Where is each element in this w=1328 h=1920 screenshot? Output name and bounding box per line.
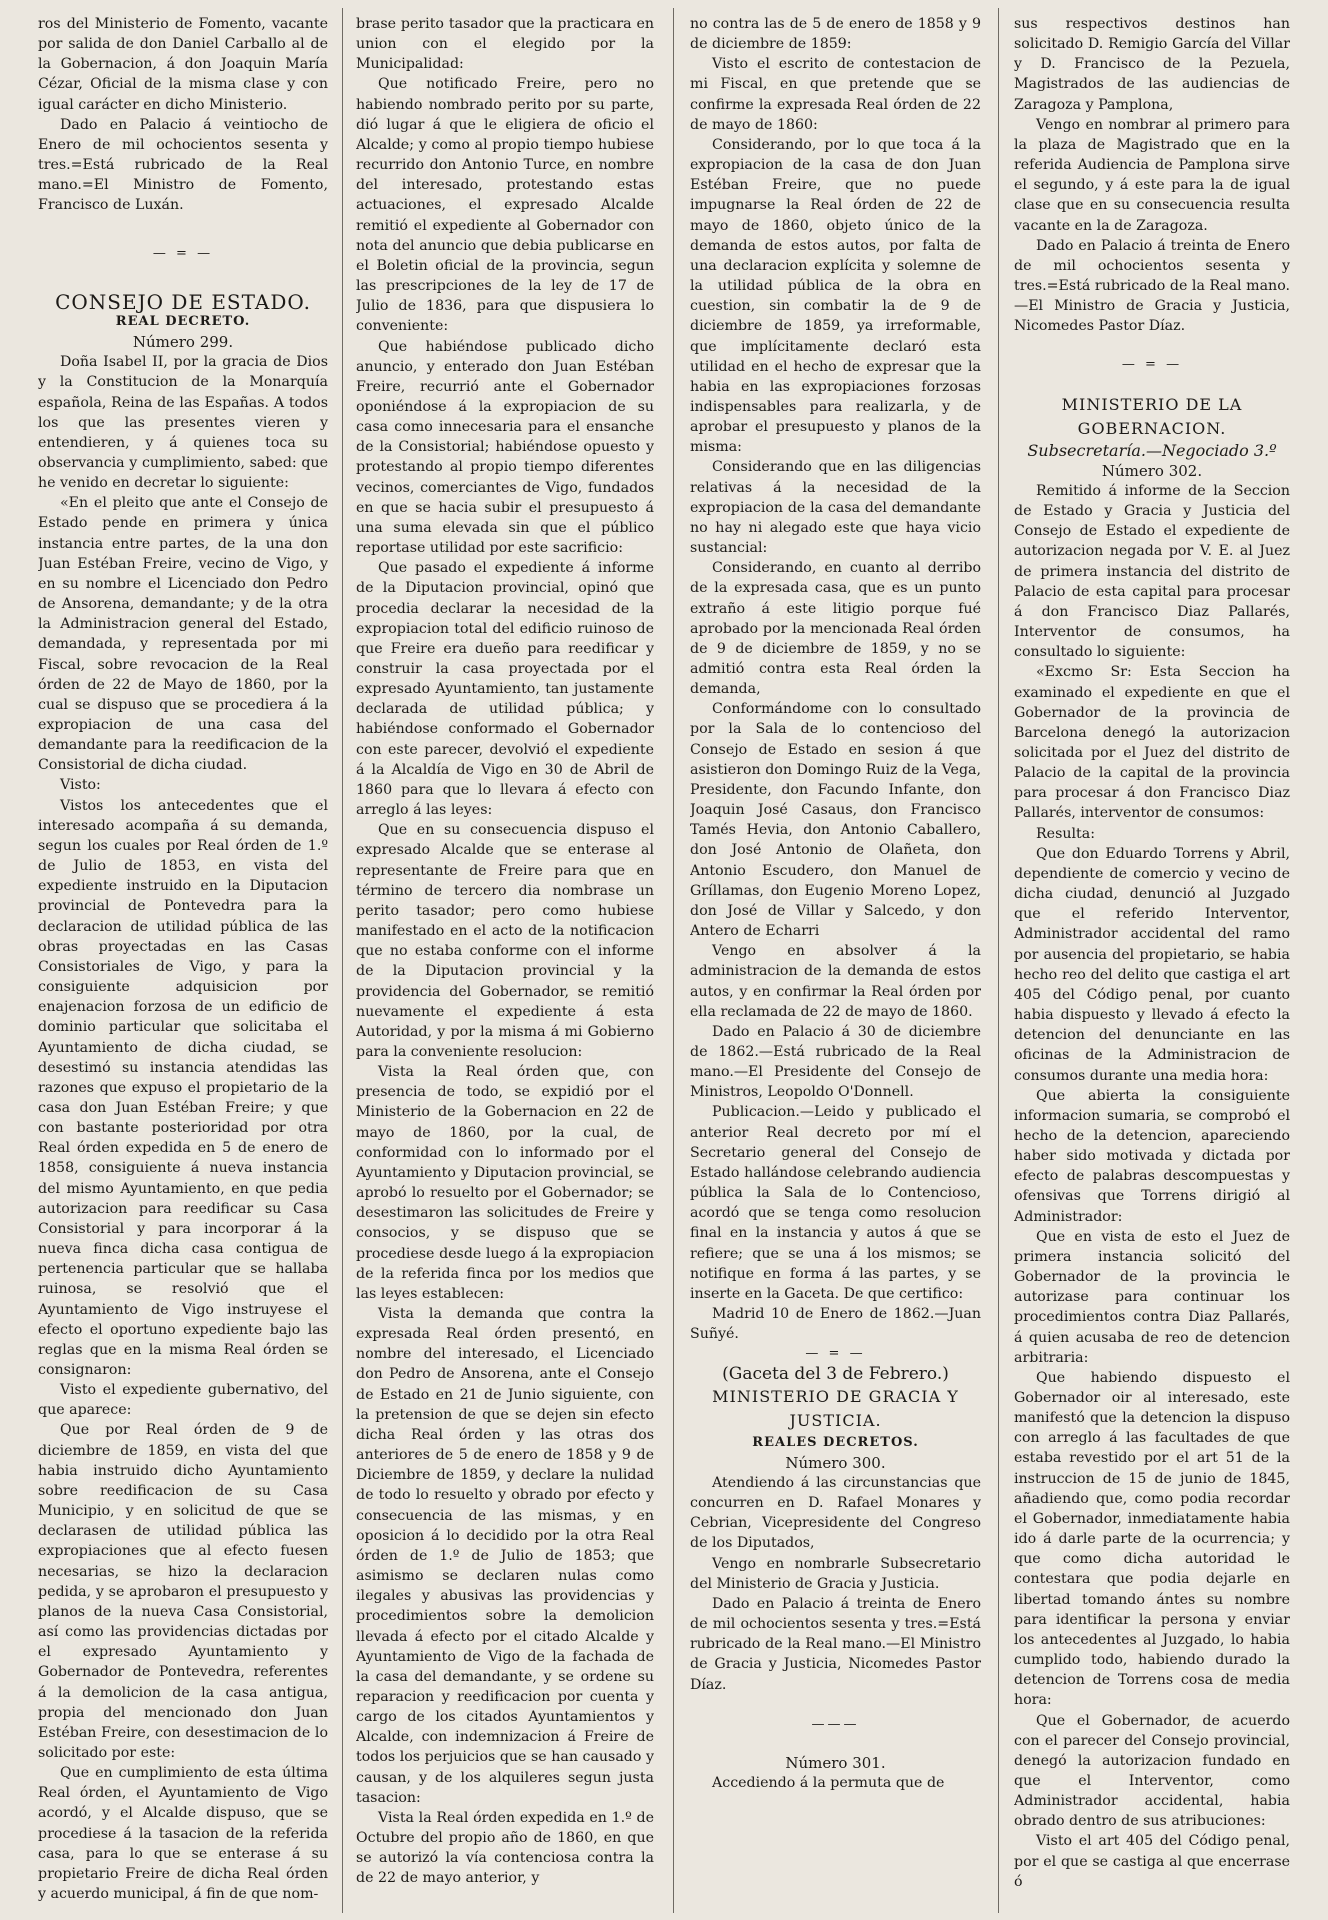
decree-number: Número 300. xyxy=(785,1453,886,1472)
ministry-title: MINISTERIO DE LA GOBERNACION. xyxy=(1061,394,1243,438)
gazette-date: (Gaceta del 3 de Febrero.) xyxy=(722,1364,949,1385)
decree-number: Número 302. xyxy=(1101,461,1203,480)
signature-line: Madrid 10 de Enero de 1862.—Juan Suñyé. xyxy=(690,1306,981,1343)
text-paragraph: Visto el escrito de contestacion de mi Fiscal, en que pretende que se confirme la expresada Real órden de 22 de mayo de 1860: xyxy=(690,56,981,133)
text-paragraph: Visto el expediente gubernativo, del que aparece: xyxy=(38,1382,328,1419)
text-paragraph: Resulta: xyxy=(1036,825,1095,842)
text-paragraph: Dado en Palacio á treinta de Enero de mil ochocientos sesenta y tres.=Está rubricado de la Real mano.—El Ministro de Gracia y Justicia, Nicomedes Pastor Díaz. xyxy=(690,1595,981,1693)
text-paragraph: ros del Ministerio de Fomento, vacante por salida de don Daniel Carballo al de la Gobernacion, á don Joaquin María Cézar, Oficial de la misma clase y con igual carácter en dicho Ministerio. xyxy=(38,16,328,113)
text-paragraph: Considerando, en cuanto al derribo de la expresada casa, que es un punto extraño á este litigio porque fué aprobado por la mencionada Real órden de 9 de diciembre de 1859, y no se admitió contra esta Real órden la demanda, xyxy=(690,560,981,698)
text-paragraph: Que el Gobernador, de acuerdo con el parecer del Consejo provincial, denegó la autorizacion fundado en que el Interventor, como Administrador accidental, habia obrado dentro de sus atribuciones: xyxy=(1014,1712,1290,1830)
text-paragraph: Que en vista de esto el Juez de primera instancia solicitó del Gobernador de la provincia le autorizase para continuar los procedimientos contra Diaz Pallarés, á quien acusaba de reo de detencion arbitraria: xyxy=(1014,1228,1290,1366)
text-paragraph: Visto el art 405 del Código penal, por el que se castiga al que encerrase ó xyxy=(1014,1833,1290,1890)
text-paragraph: Vista la demanda que contra la expresada Real órden presentó, en nombre del interesado, el Licenciado don Pedro de Ansorena, ante el Consejo de Estado en 21 de Junio siguiente, con la pretension de que se dejen sin efecto dicha Real órden y las otras dos anteriores de 5 de enero de 1858 y 9 de Diciembre de 1859, y declare la nulidad de todo lo resuelto y obrado por efecto y consecuencia de las mismas, y en oposicion á lo decidido por la otra Real órden de 1.º de Julio de 1853; que asimismo se declaren nulas como ilegales y abusivas las providencias y procedimientos sobre la demolicion llevada á efecto por el citado Alcalde y Ayuntamiento de Vigo de la fachada de la casa del demandante, y se ordene su reparacion y reedificacion por cuenta y cargo de los citados Ayuntamientos y Alcalde, con indemnizacion á Freire de todos los perjuicios que se han causado y causan, y de los alquileres segun justa tasacion: xyxy=(356,1306,654,1806)
text-paragraph: Que abierta la consiguiente informacion sumaria, se comprobó el hecho de la detencion, apareciendo haber sido motivada y dictada por efecto de palabras descompuestas y ofensivas que Torrens dirigió al Administrador: xyxy=(1014,1087,1290,1225)
text-paragraph: Vengo en nombrarle Subsecretario del Ministerio de Gracia y Justicia. xyxy=(690,1555,981,1592)
column-rule xyxy=(342,8,343,1913)
ministry-title: MINISTERIO DE GRACIA Y JUSTICIA. xyxy=(712,1386,959,1430)
text-paragraph: Que pasado el expediente á informe de la Diputacion provincial, opinó que procedia declarar la necesidad de la expropiacion total del edificio ruinoso de que Freire era dueño para reedificar y construir la casa proyectada por el expresado Ayuntamiento, tan justamente declarada de utilidad pública; y habiéndose conformado el Gobernador con este parecer, devolvió el expediente á la Alcaldía de Vigo en 30 de Abril de 1860 para que lo llevara á efecto con arreglo á las leyes: xyxy=(356,560,654,819)
text-paragraph: Que habiendo dispuesto el Gobernador oir al interesado, este manifestó que la detencion la dispuso con arreglo á las facultades de que estaba revestido por el art 51 de la instruccion de 15 de junio de 1845, añadiendo que, como podia recordar el Gobernador, inmediatamente habia ido á darle parte de la ocurrencia; y que como dicha autoridad le contestara que podia dejarle en libertad tomando ántes su nombre para identificar la persona y enviar los antecedentes al Juzgado, lo habia cumplido todo, habiendo durado la detencion de Torrens cosa de media hora: xyxy=(1014,1369,1290,1709)
decrees-label: REALES DECRETOS. xyxy=(752,1434,919,1450)
text-paragraph: Doña Isabel II, por la gracia de Dios y la Constitucion de la Monarquía española, Reina de las Españas. A todos los que las presentes vieren y entendieren, y á quienes toca su observancia y cumplimiento, sabed: que he venido en decretar lo siguiente: xyxy=(38,354,328,492)
text-paragraph: Considerando que en las diligencias relativas á la necesidad de la expropiacion de la casa del demandante no hay ni alegado este que haya vicio sustancial: xyxy=(690,459,981,557)
decree-number: Número 299. xyxy=(132,333,234,352)
ornament-divider: — = — xyxy=(1121,356,1183,372)
text-paragraph: Vengo en nombrar al primero para la plaza de Magistrado que en la referida Audiencia de Pamplona sirve el segundo, y á este para la de igual clase que en su consecuencia resulta vacante en la de Zaragoza. xyxy=(1014,116,1290,234)
column-1 xyxy=(38,14,328,1914)
subsection-title: Subsecretaría.—Negociado 3.º xyxy=(1027,440,1277,460)
text-paragraph: Que habiéndose publicado dicho anuncio, y enterado don Juan Estéban Freire, recurrió ante el Gobernador oponiéndose á la expropiacion de su casa como innecesaria para el ensanche de la Consistorial; habiéndose opuesto y protestando al propio tiempo diferentes vecinos, comerciantes de Vigo, fundados en que se hacia subir el presupuesto á una suma elevada sin que el público reportase utilidad por este sacrificio: xyxy=(356,338,654,557)
text-paragraph: Vista la Real órden expedida en 1.º de Octubre del propio año de 1860, en que se autorizó la vía contenciosa contra la de 22 de mayo anterior, y xyxy=(356,1809,654,1887)
decree-number: Número 301. xyxy=(785,1753,886,1772)
text-paragraph: Vista la Real órden que, con presencia de todo, se expidió por el Ministerio de la Gobernacion en 22 de mayo de 1860, por la cual, de conformidad con lo informado por el Ayuntamiento y Diputacion provincial, se aprobó lo resuelto por el Gobernador; se desestimaron las solicitudes de Freire y consocios, y se dispuso que se procediese desde luego á la expropiacion de la referida finca por los medios que las leyes establecen: xyxy=(356,1064,654,1302)
text-paragraph: Vengo en absolver á la administracion de la demanda de estos autos, y en confirmar la Real órden por ella reclamada de 22 de mayo de 1860. xyxy=(690,943,981,1020)
decree-label: REAL DECRETO. xyxy=(115,313,251,329)
text-paragraph: Que por Real órden de 9 de diciembre de 1859, en vista del que habia instruido dicho Ayuntamiento sobre reedificacion de su Casa Municipio, y en solicitud de que se declarasen de utilidad pública las expropiaciones que al efecto fuesen necesarias, se hizo la declaracion pedida, y se aprobaron el presupuesto y planos de la nueva Casa Consistorial, así como las providencias dictadas por el expresado Ayuntamiento y Gobernador de Pontevedra, referentes á la demolicion de la casa antigua, propia del mencionado don Juan Estéban Freire, con desestimacion de lo solicitado por este: xyxy=(38,1422,328,1761)
text-paragraph: Publicacion.—Leido y publicado el anterior Real decreto por mí el Secretario general del Consejo de Estado hallándose celebrando audiencia pública la Sala de lo Contencioso, acordó que se tenga como resolucion final en la instancia y autos á que se refiere; que se una á los mismos; se notifique en forma á las partes, y se inserte en la Gaceta. De que certifico: xyxy=(690,1104,981,1302)
ornament-divider: — = — xyxy=(805,1346,866,1362)
text-paragraph: Dado en Palacio á 30 de diciembre de 1862.—Está rubricado de la Real mano.—El Presidente del Consejo de Ministros, Leopoldo O'Donnell. xyxy=(690,1023,981,1101)
section-title: CONSEJO DE ESTADO. xyxy=(55,289,311,314)
text-paragraph: Vistos los antecedentes que el interesado acompaña á su demanda, segun los cuales por Real órden de 1.º de Julio de 1853, en vista del expediente instruido en la Diputacion provincial de Pontevedra para la declaracion de utilidad pública de las obras proyectadas en las Casas Consistoriales de Vigo, y para la consiguiente adquisicion por enajenacion forzosa de un edificio de dominio particular que solicitaba el Ayuntamiento de dicha ciudad, se desestimó su instancia atendidas las razones que expuso el propietario de la casa don Juan Estéban Freire; y que con bastante posterioridad por otra Real órden expedida en 5 de enero de 1858, consiguiente á nueva instancia del mismo Ayuntamiento, en que pedia autorizacion para reedificar su Casa Consistorial y para incorporar á la nueva finca dicha casa contigua de pertenencia particular que se hallaba ruinosa, se resolvió que el Ayuntamiento de Vigo instruyese el efecto el oportuno expediente bajo las reglas que en la misma Real órden se consignaron: xyxy=(38,797,328,1378)
text-paragraph: Atendiendo á las circunstancias que concurren en D. Rafael Monares y Cebrian, Vicepresidente del Congreso de los Diputados, xyxy=(690,1474,981,1552)
column-4 xyxy=(1014,14,1290,1914)
column-rule xyxy=(998,8,999,1913)
text-paragraph: Que en su consecuencia dispuso el expresado Alcalde que se enterase al representante de Freire para que en término de tercero dia nombrase un perito tasador; pero como hubiese manifestado en el acto de la notificacion que no estaba conforme con el informe de la Diputacion provincial y la providencia del Gobernador, se remitió nuevamente el expediente á esta Autoridad, y por la misma á mi Gobierno para la conveniente resolucion: xyxy=(356,822,654,1060)
column-rule xyxy=(673,8,674,1913)
text-paragraph: «Excmo Sr: Esta Seccion ha examinado el expediente en que el Gobernador de la provincia de Barcelona denegó la autorizacion solicitada por el Juez del distrito de Palacio de la capital de la provincia para procesar á don Francisco Diaz Pallarés, interventor de consumos: xyxy=(1014,664,1290,822)
ornament-divider: — = — xyxy=(152,245,214,261)
ornament-divider: ——— xyxy=(811,1716,860,1732)
text-paragraph: Accediendo á la permuta que de xyxy=(712,1774,945,1791)
column-2 xyxy=(356,14,654,1914)
text-paragraph: Que notificado Freire, pero no habiendo nombrado perito por su parte, dió lugar á que le eligiera de oficio el Alcalde; y como al propio tiempo hubiese recurrido don Antonio Turce, en nombre del interesado, protestando estas actuaciones, el expresado Alcalde remitió el expediente al Gobernador con nota del anuncio que debia publicarse en el Boletin oficial de la provincia, segun las prescripciones de la ley de 17 de Julio de 1836, para que dispusiera lo conveniente: xyxy=(356,76,654,335)
text-paragraph: Considerando, por lo que toca á la expropiacion de la casa de don Juan Estéban Freire, que no puede impugnarse la Real órden de 22 de mayo de 1860, objeto único de la demanda de estos autos, por falta de una declaracion explícita y solemne de la utilidad pública de la obra en cuestion, sin combatir la de 9 de diciembre de 1859, ya irreformable, que implícitamente declaró esta utilidad en el hecho de expresar que la habia en las expropiaciones forzosas indispensables para realizarla, y de aprobar el presupuesto y planos de la misma: xyxy=(690,136,981,456)
text-paragraph: Conformándome con lo consultado por la Sala de lo contencioso del Consejo de Estado en sesion á que asistieron don Domingo Ruiz de la Vega, Presidente, don Facundo Infante, don Joaquin José Casaus, don Francisco Tamés Hevia, don Antonio Caballero, don José Antonio de Olañeta, don Antonio Escudero, don Manuel de Gríllamas, don Eugenio Moreno Lopez, don José de Villar y Salcedo, y don Antero de Echarri xyxy=(690,701,981,940)
text-paragraph: Remitido á informe de la Seccion de Estado y Gracia y Justicia del Consejo de Estado el expediente de autorizacion negada por V. E. al Juez de primera instancia del distrito de Palacio de esta capital para procesar á don Francisco Diaz Pallarés, Interventor de consumos, ha consultado lo siguiente: xyxy=(1014,482,1290,661)
text-paragraph: «En el pleito que ante el Consejo de Estado pende en primera y única instancia entre partes, de la una don Juan Estéban Freire, vecino de Vigo, y en su nombre el Licenciado don Pedro de Ansorena, demandante; y de la otra la Administracion general del Estado, demandada, y representada por mi Fiscal, sobre revocacion de la Real órden de 22 de Mayo de 1860, por la cual se dispuso que se procediera á la expropiacion de una casa del demandante para la reedificacion de la Consistorial de dicha ciudad. xyxy=(38,495,328,774)
text-paragraph: Visto: xyxy=(60,777,101,794)
text-paragraph: no contra las de 5 de enero de 1858 y 9 de diciembre de 1859: xyxy=(690,16,981,53)
column-3 xyxy=(690,14,981,1914)
text-paragraph: brase perito tasador que la practicara en union con el elegido por la Municipalidad: xyxy=(356,16,654,73)
text-paragraph: Dado en Palacio á treinta de Enero de mil ochocientos sesenta y tres.=Está rubricado de la Real mano.—El Ministro de Gracia y Justicia, Nicomedes Pastor Díaz. xyxy=(1014,237,1290,335)
text-paragraph: Que en cumplimiento de esta última Real órden, el Ayuntamiento de Vigo acordó, y el Alcalde dispuso, que se procediese á la tasacion de la referida casa, para lo que se enterase á su propietario Freire de dicha Real órden y acuerdo municipal, á fin de que nom- xyxy=(38,1765,328,1903)
text-paragraph: sus respectivos destinos han solicitado D. Remigio García del Villar y D. Francisco de la Pezuela, Magistrados de las audiencias de Zaragoza y Pamplona, xyxy=(1014,16,1290,113)
text-paragraph: Que don Eduardo Torrens y Abril, dependiente de comercio y vecino de dicha ciudad, denunció al Juzgado que el referido Interventor, Administrador accidental del ramo por ausencia del propietario, se habia hecho reo del delito que castiga el art 405 del Código penal, por cuanto habia dispuesto y llevado á efecto la detencion del denunciante en las oficinas de la Administracion de consumos durante una media hora: xyxy=(1014,845,1290,1084)
closing-paragraph: Dado en Palacio á veintiocho de Enero de mil ochocientos sesenta y tres.=Está rubricado de la Real mano.=El Ministro de Fomento, Francisco de Luxán. xyxy=(38,116,328,214)
